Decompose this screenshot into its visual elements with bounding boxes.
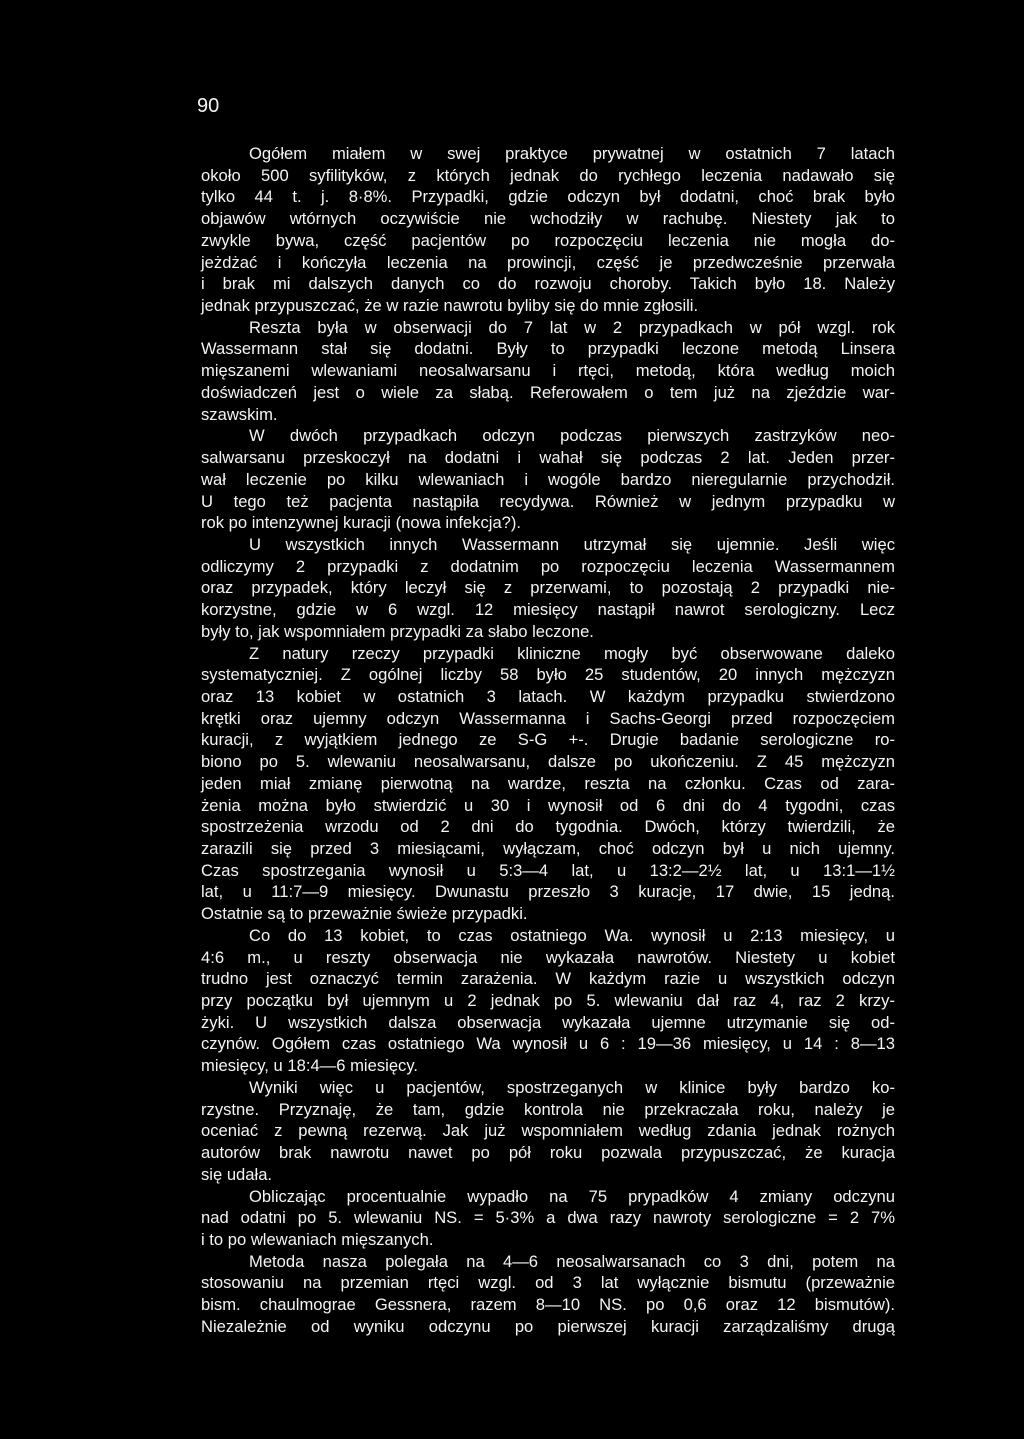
text-line: szawskim. <box>201 404 278 424</box>
text-line: rzystne. Przyznaję, że tam, gdzie kontrola nie przekraczała roku, należy je <box>201 1099 895 1119</box>
text-line: Niezależnie od wyniku odczynu po pierwszej kuracji zarządzaliśmy drugą <box>201 1316 895 1336</box>
text-line: Ogółem miałem w swej praktyce prywatnej w ostatnich 7 latach <box>249 144 895 163</box>
text-line: miesięcy, u 18:4—6 miesięcy. <box>201 1056 419 1076</box>
text-line: korzystne, gdzie w 6 wzgl. 12 miesięcy nastąpił nawrot serologiczny. Lecz <box>201 600 895 620</box>
text-line: były to, jak wspomniałem przypadki za słabo leczone. <box>201 621 594 641</box>
text-line: oraz 13 kobiet w ostatnich 3 latach. W każdym przypadku stwierdzono <box>201 686 895 706</box>
text-line: Ostatnie są to przeważnie świeże przypadki. <box>201 904 528 924</box>
text-line: Co do 13 kobiet, to czas ostatniego Wa. wynosił u 2:13 miesięcy, u <box>249 925 895 945</box>
text-line: nad odatni po 5. wlewaniu NS. = 5·3% a dwa razy nawroty serologiczne = 2 7% <box>201 1208 895 1228</box>
text-line: Z natury rzeczy przypadki kliniczne mogły być obserwowane daleko <box>249 643 895 663</box>
text-line: jednak przypuszczać, że w razie nawrotu byliby się do mnie zgłosili. <box>201 296 699 316</box>
text-line: systematyczniej. Z ogólnej liczby 58 było 25 studentów, 20 innych mężczyzn <box>201 665 895 685</box>
page-number: 90 <box>197 95 220 117</box>
text-line: jeżdżać i kończyła leczenia na prowincji, część je przedwcześnie przerwała <box>201 252 895 272</box>
text-line: Obliczając procentualnie wypadło na 75 prypadków 4 zmiany odczynu <box>249 1186 895 1206</box>
text-line: mięszanemi wlewaniami neosalwarsanu i rtęci, metodą, która według moich <box>201 361 895 381</box>
text-line: Wassermann stał się dodatni. Były to przypadki leczone metodą Linsera <box>201 339 895 359</box>
text-line: U tego też pacjenta nastąpiła recydywa. Również w jednym przypadku w <box>201 491 895 511</box>
text-line: oceniać z pewną rezerwą. Jak już wspomniałem według zdania jednak rożnych <box>201 1121 895 1141</box>
text-line: i brak mi dalszych danych co do rozwoju choroby. Takich było 18. Należy <box>201 274 895 294</box>
text-line: rok po intenzywnej kuracji (nowa infekcja?). <box>201 513 522 533</box>
text-line: biono po 5. wlewaniu neosalwarsanu, dalsze po ukończeniu. Z 45 mężczyzn <box>201 752 895 772</box>
body-text <box>201 143 895 1338</box>
text-line: W dwóch przypadkach odczyn podczas pierwszych zastrzyków neo- <box>249 426 895 446</box>
text-line: trudno jest oznaczyć termin zarażenia. W każdym razie u wszystkich odczyn <box>201 969 895 989</box>
text-line: 4:6 m., u reszty obserwacja nie wykazała nawrotów. Niestety u kobiet <box>201 947 895 967</box>
text-line: oraz przypadek, który leczył się z przerwami, to pozostają 2 przypadki nie- <box>201 578 895 598</box>
text-line: przy początku był ujemnym u 2 jednak po 5. wlewaniu dał raz 4, raz 2 krzy- <box>201 991 895 1011</box>
text-line: odliczymy 2 przypadki z dodatnim po rozpoczęciu leczenia Wassermannem <box>201 556 895 576</box>
text-line: krętki oraz ujemny odczyn Wassermanna i Sachs-Georgi przed rozpoczęciem <box>201 708 895 728</box>
text-line: salwarsanu przeskoczył na dodatni i wahał się podczas 2 lat. Jeden przer- <box>201 448 895 468</box>
text-line: się udała. <box>201 1164 273 1184</box>
text-line: zwykle bywa, część pacjentów po rozpoczęciu leczenia nie mogła do- <box>201 230 895 250</box>
text-line: autorów brak nawrotu nawet po pół roku pozwala przypuszczać, że kuracja <box>201 1143 895 1163</box>
text-line: tylko 44 t. j. 8·8%. Przypadki, gdzie odczyn był dodatni, choć brak było <box>201 187 895 207</box>
text-line: Wyniki więc u pacjentów, spostrzeganych w klinice były bardzo ko- <box>249 1077 895 1097</box>
text-line: stosowaniu na przemian rtęci wzgl. od 3 lat wyłącznie bismutu (przeważnie <box>201 1273 895 1293</box>
text-line: i to po wlewaniach mięszanych. <box>201 1229 434 1249</box>
text-line: Reszta była w obserwacji do 7 lat w 2 przypadkach w pół wzgl. rok <box>249 317 895 337</box>
text-line: czynów. Ogółem czas ostatniego Wa wynosił u 6 : 19—36 miesięcy, u 14 : 8—13 <box>201 1034 895 1054</box>
text-line: zarazili się przed 3 miesiącami, wyłączam, choć odczyn był u nich ujemny. <box>201 839 895 858</box>
text-line: wał leczenie po kilku wlewaniach i wogóle bardzo nieregularnie przychodził. <box>201 469 895 489</box>
text-line: Metoda nasza polegała na 4—6 neosalwarsanach co 3 dni, potem na <box>249 1251 895 1271</box>
text-line: kuracji, z wyjątkiem jednego ze S-G +-. Drugie badanie serologiczne ro- <box>201 730 895 750</box>
text-line: lat, u 11:7—9 miesięcy. Dwunastu przeszło 3 kuracje, 17 dwie, 15 jedną. <box>201 882 895 902</box>
text-line: U wszystkich innych Wassermann utrzymał się ujemnie. Jeśli więc <box>249 534 895 554</box>
text-line: spostrzeżenia wrzodu od 2 dni do tygodnia. Dwóch, którzy twierdzili, że <box>201 817 895 837</box>
text-line: objawów wtórnych oczywiście nie wchodziły w rachubę. Niestety jak to <box>201 209 895 229</box>
text-line: Czas spostrzegania wynosił u 5:3—4 lat, u 13:2—2½ lat, u 13:1—1½ <box>201 860 895 880</box>
text-line: bism. chaulmograe Gessnera, razem 8—10 NS. po 0,6 oraz 12 bismutów). <box>201 1295 895 1315</box>
text-line: żyki. U wszystkich dalsza obserwacja wykazała ujemne utrzymanie się od- <box>201 1012 895 1032</box>
text-line: żenia można było stwierdzić u 30 i wynosił od 6 dni do 4 tygodni, czas <box>201 795 895 815</box>
text-line: około 500 syfilityków, z których jednak do rychłego leczenia nadawało się <box>201 165 895 185</box>
text-line: jeden miał zmianę pierwotną na wardze, reszta na członku. Czas od zara- <box>201 773 895 793</box>
text-line: doświadczeń jest o wiele za słabą. Referowałem o tem już na zjeździe war- <box>201 382 895 402</box>
